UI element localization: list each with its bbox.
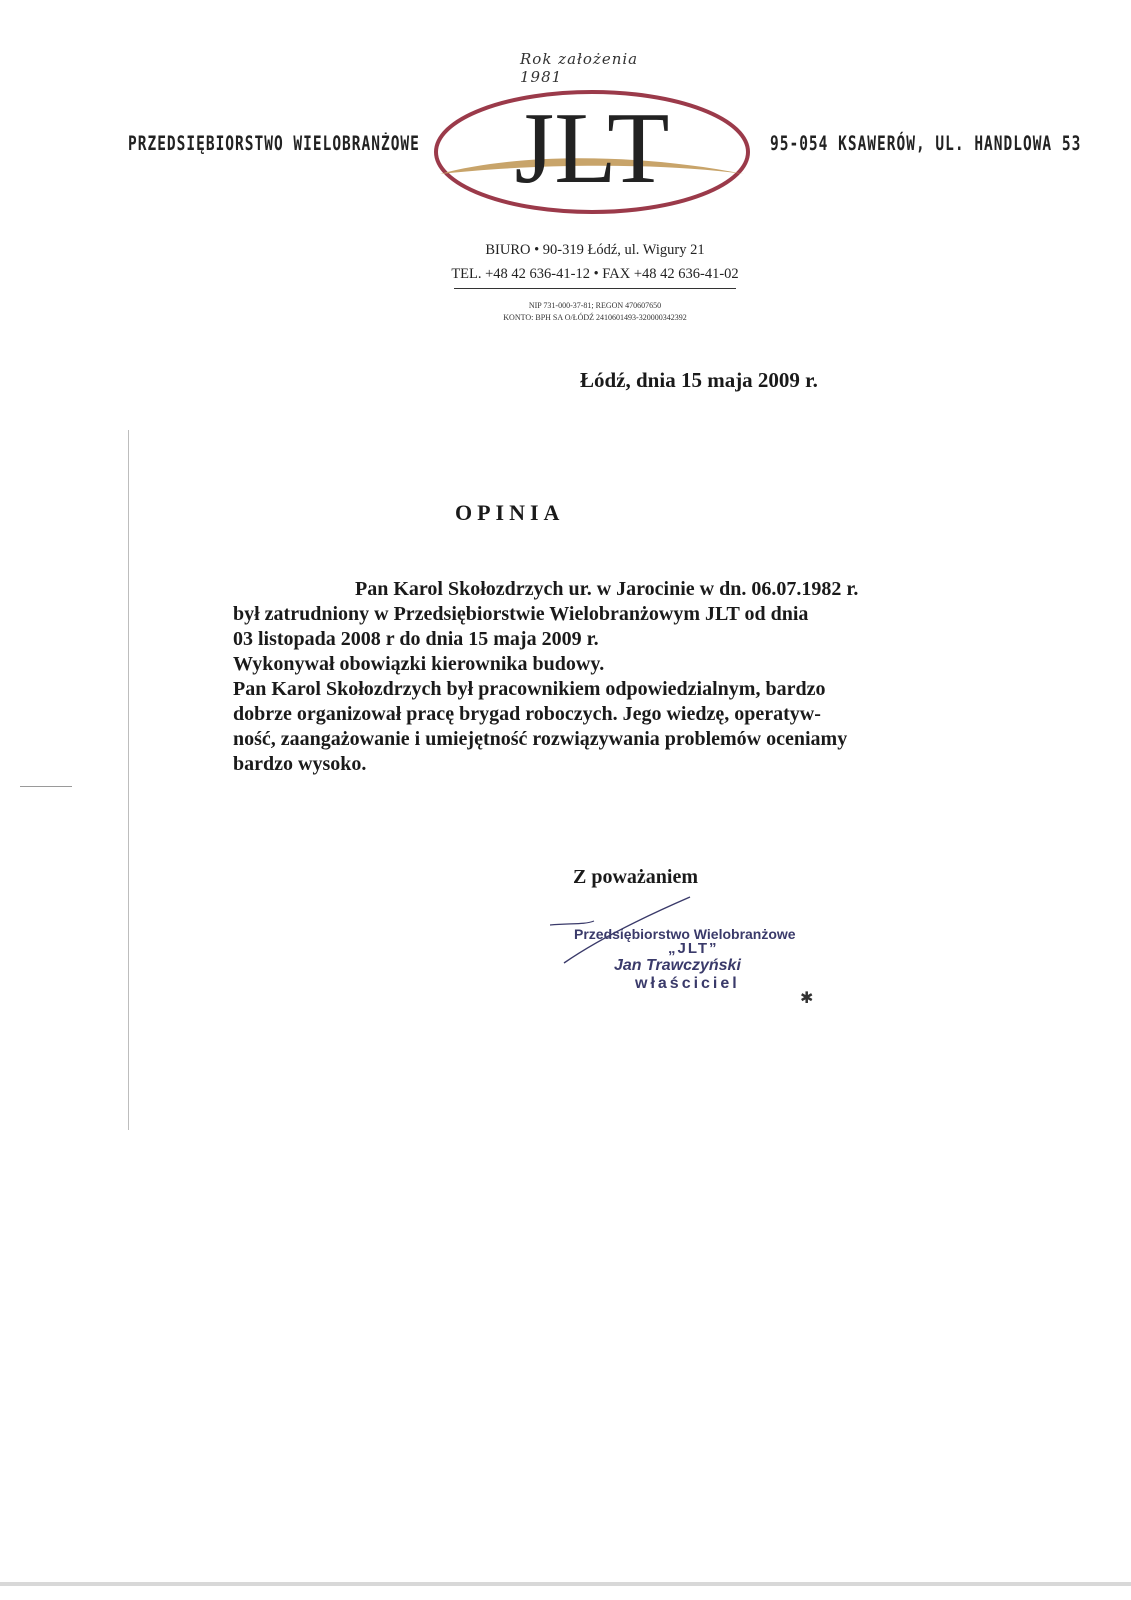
company-name: PRZEDSIĘBIORSTWO WIELOBRANŻOWE (128, 134, 420, 156)
tax-ids: NIP 731-000-37-81; REGON 470607650 (528, 301, 662, 310)
founded-year: Rok założenia 1981 (520, 50, 639, 86)
office-block (440, 238, 750, 289)
office-address: BIURO • 90-319 Łódź, ul. Wigury 21 (485, 242, 705, 258)
body-line: Wykonywał obowiązki kierownika budowy. (233, 653, 605, 675)
stamp-company: Przedsiębiorstwo Wielobranżowe (574, 926, 796, 942)
office-divider (454, 288, 736, 289)
stamp-owner-name: Jan Trawczyński (614, 957, 741, 974)
body-line: był zatrudniony w Przedsiębiorstwie Wielobranżowym JLT od dnia (233, 603, 809, 625)
body-line: dobrze organizował pracę brygad roboczych. Jego wiedzę, operatyw- (233, 703, 821, 725)
office-phone: TEL. +48 42 636-41-12 • FAX +48 42 636-41-02 (451, 266, 739, 282)
margin-line (128, 430, 129, 1130)
office-registration (440, 300, 750, 324)
stamp-star-icon: ✱ (800, 990, 814, 1007)
body-text (233, 577, 953, 777)
document-title: OPINIA (455, 500, 565, 525)
letter-date: Łódź, dnia 15 maja 2009 r. (580, 368, 818, 392)
body-line: 03 listopada 2008 r do dnia 15 maja 2009 r. (233, 628, 599, 650)
body-line: Pan Karol Skołozdrzych był pracownikiem odpowiedzialnym, bardzo (233, 678, 826, 700)
bank-account: KONTO: BPH SA O/ŁÓDŹ 2410601493-320000342392 (503, 313, 687, 322)
closing-regards: Z poważaniem (573, 866, 698, 888)
company-stamp (560, 926, 840, 1007)
body-line: bardzo wysoko. (233, 753, 367, 775)
body-line: ność, zaangażowanie i umiejętność rozwiązywania problemów oceniamy (233, 728, 848, 750)
fold-mark (20, 786, 72, 787)
stamp-brand: „JLT” (668, 940, 719, 957)
scan-edge (0, 1582, 1131, 1586)
company-address: 95-054 KSAWERÓW, UL. HANDLOWA 53 (770, 134, 1082, 156)
body-line: Pan Karol Skołozdrzych ur. w Jarocinie w dn. 06.07.1982 r. (355, 578, 859, 600)
logo-letters: JLT (514, 92, 670, 205)
jlt-logo (432, 82, 752, 222)
stamp-owner-title: właściciel (635, 975, 740, 992)
